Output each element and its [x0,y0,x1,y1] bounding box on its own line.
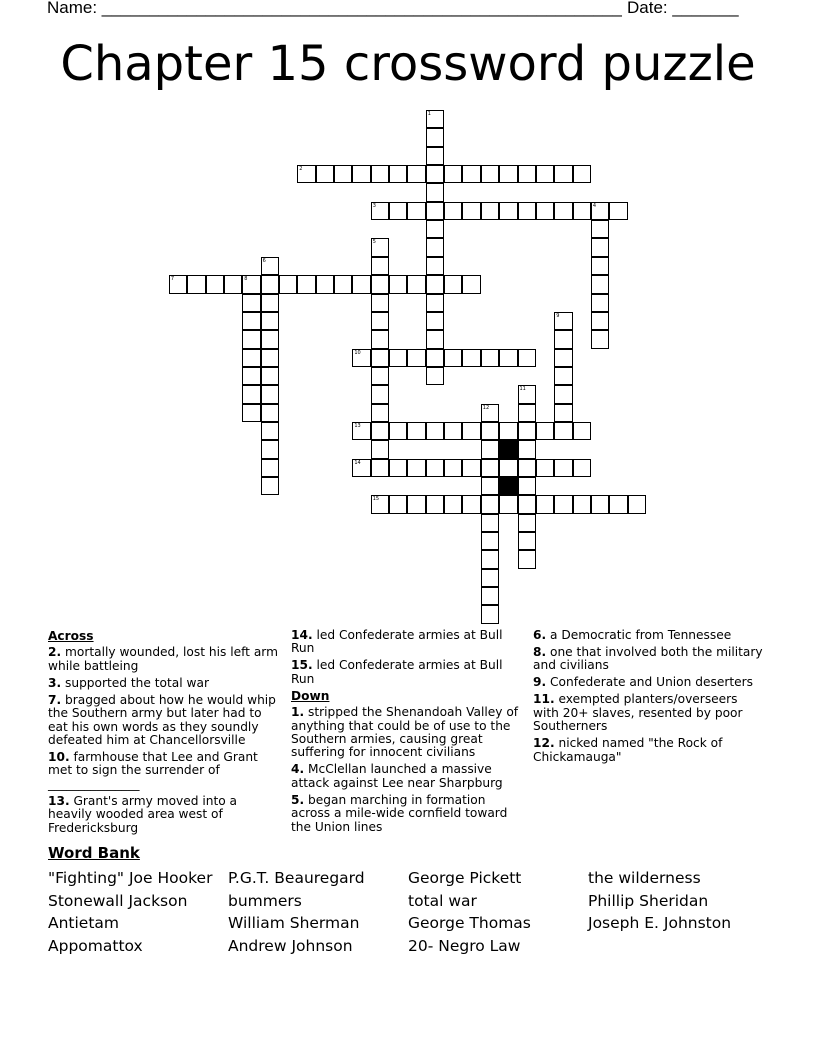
crossword-cell[interactable] [407,165,425,183]
crossword-cell[interactable] [316,275,334,293]
clue-number: 6 [262,257,266,264]
crossword-cell[interactable] [481,550,499,568]
crossword-cell[interactable] [481,605,499,623]
crossword-cell[interactable] [573,422,591,440]
clue-across-3: 3. supported the total war [48,675,209,690]
crossword-cell[interactable] [426,238,444,256]
crossword-cell[interactable] [426,110,444,128]
clue-number: 7 [170,276,175,283]
crossword-cell[interactable] [481,532,499,550]
crossword-cell[interactable] [261,477,279,495]
crossword-cell[interactable] [536,165,554,183]
crossword-cell[interactable] [297,165,315,183]
word-bank-column-2 [228,867,365,958]
clue-number: 12 [482,404,490,411]
crossword-cell[interactable] [609,495,627,513]
crossword-cell[interactable] [591,275,609,293]
word-bank-item: George Thomas [408,914,531,933]
clue-number: 5 [372,239,376,246]
crossword-cell[interactable] [426,202,444,220]
clue-across-10: 10. farmhouse that Lee and Grant met to sign the surrender of _______________ [48,750,258,791]
crossword-cell[interactable] [481,440,499,458]
word-bank-item: Appomattox [48,937,143,956]
crossword-cell[interactable] [554,404,572,422]
crossword-cell[interactable] [426,349,444,367]
crossword-cell[interactable] [426,312,444,330]
crossword-cell[interactable] [371,495,389,513]
word-bank-column-4 [588,867,731,935]
crossword-cell[interactable] [481,569,499,587]
crossword-block [499,440,517,458]
clue-number: 3 [372,202,376,209]
word-bank-item: Antietam [48,914,120,933]
crossword-cell[interactable] [352,165,370,183]
word-bank-item: William Sherman [228,914,360,933]
crossword-cell[interactable] [261,294,279,312]
crossword-cell[interactable] [261,422,279,440]
crossword-cell[interactable] [591,238,609,256]
crossword-cell[interactable] [242,275,260,293]
crossword-cell[interactable] [426,165,444,183]
crossword-cell[interactable] [261,349,279,367]
crossword-cell[interactable] [426,257,444,275]
crossword-cell[interactable] [481,514,499,532]
crossword-cell[interactable] [371,367,389,385]
crossword-cell[interactable] [426,422,444,440]
clue-down-9: 9. Confederate and Union deserters [533,675,753,690]
word-bank-item: total war [408,891,477,910]
crossword-cell[interactable] [389,349,407,367]
crossword-cell[interactable] [426,128,444,146]
clue-number: 9 [556,312,560,319]
crossword-cell[interactable] [554,422,572,440]
crossword-cell[interactable] [407,202,425,220]
crossword-cell[interactable] [554,330,572,348]
word-bank-item: George Pickett [408,869,522,887]
crossword-cell[interactable] [573,459,591,477]
crossword-cell[interactable] [371,294,389,312]
crossword-cell[interactable] [536,459,554,477]
crossword-cell[interactable] [371,238,389,256]
crossword-cell[interactable] [499,165,517,183]
word-bank-item: bummers [228,891,302,910]
word-bank-column-1 [48,867,212,958]
crossword-cell[interactable] [554,385,572,403]
crossword-cell[interactable] [518,514,536,532]
down-heading: Down [291,688,330,703]
crossword-block [499,477,517,495]
crossword-cell[interactable] [407,275,425,293]
clue-across-14: 14. led Confederate armies at Bull Run [291,628,503,656]
crossword-cell[interactable] [426,459,444,477]
crossword-cell[interactable] [261,367,279,385]
crossword-cell[interactable] [389,202,407,220]
crossword-cell[interactable] [426,275,444,293]
crossword-cell[interactable] [462,495,480,513]
crossword-cell[interactable] [371,385,389,403]
crossword-cell[interactable] [242,404,260,422]
crossword-cell[interactable] [371,349,389,367]
crossword-cell[interactable] [261,275,279,293]
crossword-cell[interactable] [462,202,480,220]
word-bank-item: P.G.T. Beauregard [228,869,365,887]
word-bank-item: Joseph E. Johnston [588,914,732,933]
crossword-cell[interactable] [261,459,279,477]
crossword-cell[interactable] [499,495,517,513]
date-line: Date: _______ [627,0,739,17]
crossword-cell[interactable] [591,312,609,330]
crossword-cell[interactable] [518,532,536,550]
crossword-cell[interactable] [371,440,389,458]
crossword-cell[interactable] [407,422,425,440]
clue-number: 1 [427,111,431,117]
crossword-cell[interactable] [444,165,462,183]
crossword-cell[interactable] [481,587,499,605]
crossword-cell[interactable] [371,202,389,220]
crossword-cell[interactable] [261,330,279,348]
crossword-cell[interactable] [499,422,517,440]
crossword-cell[interactable] [352,349,370,367]
crossword-cell[interactable] [316,165,334,183]
clue-number: 8 [244,276,248,283]
crossword-cell[interactable] [536,202,554,220]
word-bank-item: Andrew Johnson [228,937,353,956]
crossword-cell[interactable] [481,477,499,495]
crossword-cell[interactable] [609,202,627,220]
crossword-cell[interactable] [224,275,242,293]
clue-down-12: 12. nicked named "the Rock of Chickamauga" [533,736,723,764]
crossword-cell[interactable] [518,404,536,422]
crossword-cell[interactable] [444,275,462,293]
crossword-cell[interactable] [389,275,407,293]
crossword-cell[interactable] [536,495,554,513]
crossword-cell[interactable] [371,459,389,477]
clue-across-2: 2. mortally wounded, lost his left arm while battleing [48,645,278,673]
crossword-cell[interactable] [444,349,462,367]
clue-number: 10 [354,349,361,356]
crossword-cell[interactable] [169,275,187,293]
crossword-cell[interactable] [242,294,260,312]
crossword-cell[interactable] [554,349,572,367]
crossword-cell[interactable] [554,367,572,385]
crossword-cell[interactable] [371,275,389,293]
across-heading: Across [48,629,94,643]
crossword-cell[interactable] [242,385,260,403]
crossword-cell[interactable] [261,440,279,458]
crossword-cell[interactable] [518,349,536,367]
crossword-cell[interactable] [334,275,352,293]
crossword-cell[interactable] [591,257,609,275]
crossword-cell[interactable] [481,404,499,422]
crossword-cell[interactable] [426,495,444,513]
crossword-cell[interactable] [481,165,499,183]
clue-number: 15 [372,496,380,503]
crossword-cell[interactable] [426,330,444,348]
crossword-cell[interactable] [261,312,279,330]
clue-down-4: 4. McClellan launched a massive attack against Lee near Sharpburg [291,762,503,790]
crossword-cell[interactable] [444,422,462,440]
clue-number: 4 [592,202,597,209]
word-bank-item: Stonewall Jackson [48,891,188,910]
clue-number: 11 [519,386,526,393]
crossword-cell[interactable] [426,147,444,165]
crossword-cell[interactable] [407,349,425,367]
crossword-cell[interactable] [444,459,462,477]
crossword-cell[interactable] [426,183,444,201]
crossword-cell[interactable] [407,495,425,513]
crossword-cell[interactable] [554,459,572,477]
crossword-cell[interactable] [481,495,499,513]
crossword-cell[interactable] [462,349,480,367]
crossword-cell[interactable] [628,495,646,513]
crossword-cell[interactable] [206,275,224,293]
crossword-cell[interactable] [591,495,609,513]
crossword-cell[interactable] [518,477,536,495]
crossword-cell[interactable] [481,422,499,440]
clues-column-1 [48,629,280,839]
crossword-cell[interactable] [389,495,407,513]
crossword-cell[interactable] [518,202,536,220]
crossword-cell[interactable] [261,404,279,422]
crossword-cell[interactable] [352,275,370,293]
crossword-cell[interactable] [591,220,609,238]
word-bank-item: Phillip Sheridan [588,891,709,910]
crossword-cell[interactable] [242,367,260,385]
clue-down-6: 6. a Democratic from Tennessee [533,628,732,642]
clue-down-5: 5. began marching in formation across a mile-wide cornfield toward the Union lines [291,792,508,834]
clue-number: 2 [299,166,303,173]
crossword-cell[interactable] [591,330,609,348]
crossword-cell[interactable] [518,459,536,477]
crossword-cell[interactable] [481,202,499,220]
crossword-cell[interactable] [554,495,572,513]
page-title: Chapter 15 crossword puzzle [60,36,756,92]
crossword-cell[interactable] [242,312,260,330]
crossword-cell[interactable] [591,202,609,220]
crossword-cell[interactable] [518,422,536,440]
crossword-cell[interactable] [518,385,536,403]
word-bank-item: the wilderness [588,869,701,887]
clue-number: 13 [354,422,361,429]
crossword-cell[interactable] [334,165,352,183]
crossword-cell[interactable] [462,422,480,440]
crossword-cell[interactable] [371,422,389,440]
crossword-cell[interactable] [481,349,499,367]
word-bank-item: "Fighting" Joe Hooker [48,869,213,887]
clue-down-8: 8. one that involved both the military and civilians [533,645,763,673]
word-bank-column-3 [408,867,531,958]
crossword-cell[interactable] [499,459,517,477]
crossword-cell[interactable] [261,257,279,275]
crossword-cell[interactable] [591,294,609,312]
crossword-cell[interactable] [573,202,591,220]
clues-column-3 [533,629,765,768]
word-bank-item: 20- Negro Law [408,937,521,956]
crossword-cell[interactable] [426,220,444,238]
crossword-cell[interactable] [426,367,444,385]
crossword-cell[interactable] [371,165,389,183]
crossword-cell[interactable] [554,165,572,183]
crossword-cell[interactable] [352,459,370,477]
crossword-cell[interactable] [371,404,389,422]
crossword-cell[interactable] [462,459,480,477]
word-bank-title: Word Bank [48,844,140,862]
crossword-cell[interactable] [352,422,370,440]
crossword-cell[interactable] [426,294,444,312]
crossword-cell[interactable] [407,459,425,477]
crossword-cell[interactable] [187,275,205,293]
clue-across-7: 7. bragged about how he would whip the Southern army but later had to eat his own words as they soundly defeated him at Chancellorsville [48,692,276,748]
crossword-cell[interactable] [481,459,499,477]
crossword-cell[interactable] [536,422,554,440]
clue-across-13: 13. Grant's army moved into a heavily wooded area west of Fredericksburg [48,793,238,835]
crossword-cell[interactable] [389,165,407,183]
clue-across-15: 15. led Confederate armies at Bull Run [291,658,503,686]
crossword-cell[interactable] [279,275,297,293]
crossword-cell[interactable] [573,495,591,513]
crossword-cell[interactable] [242,330,260,348]
crossword-cell[interactable] [499,202,517,220]
crossword-cell[interactable] [518,550,536,568]
crossword-cell[interactable] [518,440,536,458]
clues-column-2 [291,629,527,838]
name-line: Name: _______________________________________________________ [47,0,622,17]
crossword-cell[interactable] [297,275,315,293]
crossword-cell[interactable] [518,165,536,183]
crossword-cell[interactable] [371,330,389,348]
crossword-cell[interactable] [371,312,389,330]
clue-number: 14 [354,459,361,466]
crossword-cell[interactable] [444,495,462,513]
crossword-cell[interactable] [389,422,407,440]
clue-down-1: 1. stripped the Shenandoah Valley of anything that could be of use to the Southern armies, causing great suffering for innocent civilians [291,705,519,760]
crossword-cell[interactable] [261,385,279,403]
crossword-cell[interactable] [554,312,572,330]
crossword-cell[interactable] [444,202,462,220]
crossword-cell[interactable] [573,165,591,183]
crossword-cell[interactable] [518,495,536,513]
clue-down-11: 11. exempted planters/overseers with 20+ slaves, resented by poor Southerners [533,692,743,734]
crossword-cell[interactable] [242,349,260,367]
crossword-cell[interactable] [499,349,517,367]
crossword-cell[interactable] [389,459,407,477]
crossword-cell[interactable] [462,275,480,293]
crossword-cell[interactable] [462,165,480,183]
crossword-cell[interactable] [371,257,389,275]
crossword-cell[interactable] [554,202,572,220]
